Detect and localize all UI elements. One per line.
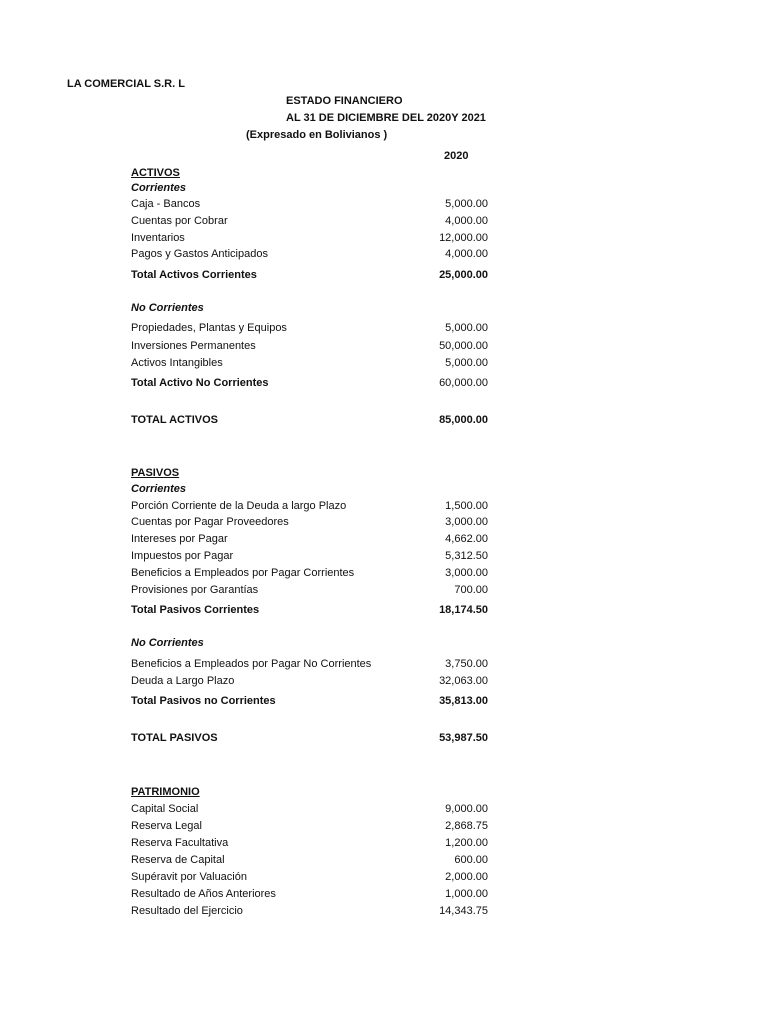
line-item-label: Caja - Bancos: [131, 198, 201, 210]
line-item-label: Deuda a Largo Plazo: [131, 675, 235, 687]
line-item-value: 600.00: [454, 854, 488, 866]
company-name: LA COMERCIAL S.R. L: [67, 78, 185, 90]
total-pasivos-no-corrientes-value: 35,813.00: [439, 695, 488, 707]
line-item-label: Intereses por Pagar: [131, 533, 228, 545]
total-pasivos-label: TOTAL PASIVOS: [131, 732, 218, 744]
line-item-value: 1,200.00: [445, 837, 488, 849]
activos-corrientes-heading: Corrientes: [131, 182, 187, 194]
line-item-label: Inventarios: [131, 232, 185, 244]
line-item-label: Beneficios a Empleados por Pagar No Corrientes: [131, 658, 372, 670]
statement-title: ESTADO FINANCIERO: [286, 95, 403, 107]
currency-note: (Expresado en Bolivianos ): [246, 129, 388, 141]
line-item-value: 5,000.00: [445, 198, 488, 210]
line-item-value: 1,000.00: [445, 888, 488, 900]
line-item-label: Inversiones Permanentes: [131, 340, 256, 352]
line-item-label: Reserva Legal: [131, 820, 202, 832]
line-item-label: Propiedades, Plantas y Equipos: [131, 322, 287, 334]
activos-no-corrientes-heading: No Corrientes: [131, 302, 204, 314]
pasivos-heading: PASIVOS: [131, 467, 180, 479]
line-item-label: Activos Intangibles: [131, 357, 223, 369]
total-activos-value: 85,000.00: [439, 414, 488, 426]
line-item-label: Porción Corriente de la Deuda a largo Plazo: [131, 500, 347, 512]
pasivos-no-corrientes-heading: No Corrientes: [131, 637, 204, 649]
pasivos-corrientes-heading: Corrientes: [131, 483, 187, 495]
line-item-value: 50,000.00: [439, 340, 488, 352]
line-item-label: Reserva Facultativa: [131, 837, 229, 849]
line-item-label: Beneficios a Empleados por Pagar Corrientes: [131, 567, 355, 579]
line-item-value: 5,000.00: [445, 322, 488, 334]
line-item-label: Capital Social: [131, 803, 199, 815]
line-item-value: 3,750.00: [445, 658, 488, 670]
line-item-value: 9,000.00: [445, 803, 488, 815]
total-activos-corrientes-label: Total Activos Corrientes: [131, 269, 257, 281]
line-item-value: 12,000.00: [439, 232, 488, 244]
total-pasivos-no-corrientes-label: Total Pasivos no Corrientes: [131, 695, 276, 707]
line-item-label: Supéravit por Valuación: [131, 871, 247, 883]
line-item-label: Pagos y Gastos Anticipados: [131, 248, 268, 260]
total-activos-corrientes-value: 25,000.00: [439, 269, 488, 281]
patrimonio-heading: PATRIMONIO: [131, 786, 200, 798]
line-item-value: 4,000.00: [445, 215, 488, 227]
line-item-label: Cuentas por Pagar Proveedores: [131, 516, 289, 528]
line-item-value: 4,000.00: [445, 248, 488, 260]
total-pasivos-corrientes-value: 18,174.50: [439, 604, 488, 616]
line-item-value: 5,312.50: [445, 550, 488, 562]
line-item-value: 14,343.75: [439, 905, 488, 917]
line-item-value: 3,000.00: [445, 567, 488, 579]
line-item-label: Provisiones por Garantías: [131, 584, 259, 596]
line-item-value: 5,000.00: [445, 357, 488, 369]
line-item-label: Resultado de Años Anteriores: [131, 888, 276, 900]
total-activo-no-corrientes-value: 60,000.00: [439, 377, 488, 389]
line-item-value: 4,662.00: [445, 533, 488, 545]
total-pasivos-corrientes-label: Total Pasivos Corrientes: [131, 604, 260, 616]
line-item-value: 3,000.00: [445, 516, 488, 528]
line-item-value: 1,500.00: [445, 500, 488, 512]
year-column-header: 2020: [444, 150, 469, 162]
total-activos-label: TOTAL ACTIVOS: [131, 414, 218, 426]
line-item-label: Impuestos por Pagar: [131, 550, 234, 562]
line-item-label: Resultado del Ejercicio: [131, 905, 243, 917]
line-item-value: 2,868.75: [445, 820, 488, 832]
line-item-label: Cuentas por Cobrar: [131, 215, 228, 227]
total-pasivos-value: 53,987.50: [439, 732, 488, 744]
total-activo-no-corrientes-label: Total Activo No Corrientes: [131, 377, 269, 389]
line-item-value: 2,000.00: [445, 871, 488, 883]
line-item-label: Reserva de Capital: [131, 854, 225, 866]
statement-date: AL 31 DE DICIEMBRE DEL 2020Y 2021: [286, 112, 486, 124]
line-item-value: 32,063.00: [439, 675, 488, 687]
activos-heading: ACTIVOS: [131, 167, 180, 179]
line-item-value: 700.00: [454, 584, 488, 596]
